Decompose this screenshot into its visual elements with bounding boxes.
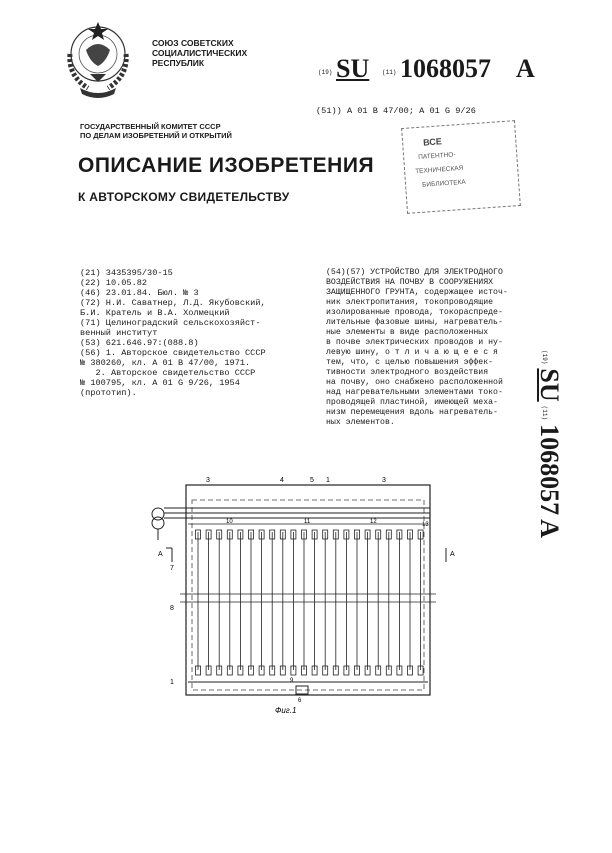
- bibliographic-data: [80, 268, 266, 398]
- abstract-text: [326, 268, 508, 428]
- biblio-line: Б.И. Кратель и В.А. Холмецкий: [80, 308, 230, 318]
- callout-3-right: 3: [382, 477, 386, 484]
- callout-11: 11: [304, 519, 311, 525]
- patent-number: 1068057: [400, 54, 491, 83]
- abstract-line: тем, что, с целью повышения эффек-: [326, 358, 494, 367]
- abstract-line: (54)(57) УСТРОЙСТВО ДЛЯ ЭЛЕКТРОДНОГО: [326, 268, 503, 277]
- abstract-line: лительные фазовые шины, нагреватель-: [326, 318, 503, 327]
- callout-1-bottom: 1: [170, 679, 174, 686]
- field-code-19: (19): [318, 69, 333, 76]
- callout-10: 10: [226, 519, 233, 525]
- field-code-11: (11): [382, 69, 397, 76]
- patent-kind: A: [516, 54, 535, 83]
- callout-13: 13: [422, 522, 429, 528]
- union-name-line: РЕСПУБЛИК: [152, 58, 205, 68]
- callout-7: 7: [170, 565, 174, 572]
- document-subtitle: К АВТОРСКОМУ СВИДЕТЕЛЬСТВУ: [78, 190, 290, 204]
- abstract-line: низм перемещения вдоль нагреватель-: [326, 408, 498, 417]
- ussr-emblem: [58, 14, 138, 102]
- biblio-line: (56) 1. Авторское свидетельство СССР: [80, 348, 266, 358]
- callout-12: 12: [370, 519, 377, 525]
- abstract-line: над нагревательными элементами токо-: [326, 388, 503, 397]
- abstract-line: проводящей пластиной, имеющей меха-: [326, 398, 498, 407]
- abstract-line: ные элементы в виде расположенных: [326, 328, 489, 337]
- abstract-line: изолированные провода, токораспреде-: [326, 308, 503, 317]
- side-field-code-19: (19): [541, 350, 549, 365]
- section-label-a-right: А: [450, 551, 455, 558]
- biblio-line: венный институт: [80, 328, 158, 338]
- biblio-line: (46) 23.01.84. Бюл. № 3: [80, 288, 199, 298]
- stamp-line: ПАТЕНТНО-: [417, 151, 456, 161]
- biblio-line: № 380260, кл. А 01 В 47/00, 1971.: [80, 358, 251, 368]
- committee-line: ПО ДЕЛАМ ИЗОБРЕТЕНИЙ И ОТКРЫТИЙ: [80, 131, 232, 140]
- biblio-line: (72) Н.И. Саватнер, Л.Д. Якубовский,: [80, 298, 266, 308]
- document-title: ОПИСАНИЕ ИЗОБРЕТЕНИЯ: [78, 154, 375, 177]
- biblio-line: (прототип).: [80, 388, 137, 398]
- abstract-line: на почву, оно снабжено расположенной: [326, 378, 503, 387]
- stamp-line: ВСЕ: [422, 136, 443, 148]
- callout-6: 6: [298, 698, 302, 704]
- country-code: SU: [336, 54, 370, 83]
- callout-4: 4: [280, 477, 284, 484]
- biblio-line: (22) 10.05.82: [80, 278, 148, 288]
- side-kind: A: [535, 519, 564, 538]
- enclosure-frame: [186, 485, 430, 695]
- patent-number-line: [316, 56, 586, 84]
- side-country-code: SU: [535, 368, 564, 402]
- library-stamp: [401, 120, 521, 214]
- callout-8: 8: [170, 605, 174, 612]
- committee-name: [80, 122, 232, 140]
- side-patent-number: [532, 350, 572, 670]
- abstract-line: ЗАЩИЩЕННОГО ГРУНТА, содержащее источ-: [326, 288, 508, 297]
- callout-5: 5: [310, 477, 314, 484]
- abstract-line: ник электропитания, токопроводящие: [326, 298, 494, 307]
- stamp-line: БИБЛИОТЕКА: [421, 178, 466, 189]
- union-name-line: СОЦИАЛИСТИЧЕСКИХ: [152, 48, 248, 58]
- figure-caption: Фиг.1: [275, 706, 297, 715]
- side-field-code-11: (11): [541, 405, 549, 421]
- side-number: 1068057: [535, 424, 564, 516]
- callout-1-top: 1: [326, 477, 330, 484]
- abstract-line: ВОЗДЕЙСТВИЯ НА ПОЧВУ В СООРУЖЕНИЯХ: [326, 278, 494, 287]
- abstract-line: в почве электрических проводов и ну-: [326, 338, 503, 347]
- callout-3-left: 3: [206, 477, 210, 484]
- biblio-line: 2. Авторское свидетельство СССР: [80, 368, 256, 378]
- committee-line: ГОСУДАРСТВЕННЫЙ КОМИТЕТ СССР: [80, 122, 221, 131]
- abstract-line: ных элементов.: [326, 418, 395, 427]
- union-name: [152, 38, 247, 68]
- abstract-line: тивности электродного воздействия: [326, 368, 489, 377]
- ipc-classification: (51)) A 01 B 47/00; A 01 G 9/26: [316, 106, 476, 116]
- biblio-line: (53) 621.646.97:(088.8): [80, 338, 199, 348]
- figure-drawing: [140, 470, 455, 715]
- section-label-a-left: А: [158, 551, 163, 558]
- figure-1: [140, 470, 455, 715]
- abstract-line: левую шину, о т л и ч а ю щ е е с я: [326, 348, 498, 357]
- callout-9: 9: [290, 678, 294, 684]
- transformer-coil-2: [152, 517, 164, 529]
- bed-boundary: [192, 500, 424, 690]
- stamp-line: ТЕХНИЧЕСКАЯ: [414, 164, 464, 176]
- union-name-line: СОЮЗ СОВЕТСКИХ: [152, 38, 234, 48]
- biblio-line: (21) 3435395/30-15: [80, 268, 173, 278]
- biblio-line: (71) Целиноградский сельскохозяйст-: [80, 318, 261, 328]
- biblio-line: № 100795, кл. А 01 G 9/26, 1954: [80, 378, 240, 388]
